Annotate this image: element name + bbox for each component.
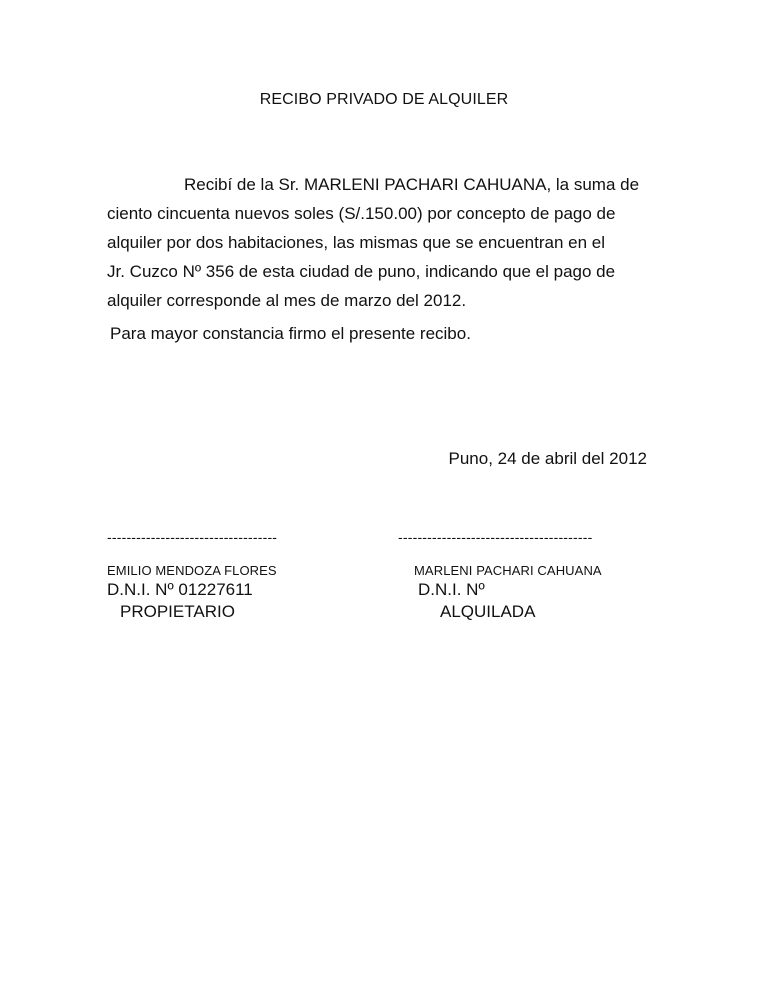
signature-line: -----------------------------------: [107, 529, 278, 545]
paragraph-line: alquiler por dos habitaciones, las mismas que se encuentran en el: [107, 233, 606, 252]
paragraph-line: ciento cincuenta nuevos soles (S/.150.00) por concepto de pago de: [107, 204, 616, 223]
signer-dni: D.N.I. Nº: [418, 580, 485, 599]
paragraph-line: Recibí de la Sr. MARLENI PACHARI CAHUANA, la suma de: [184, 175, 640, 194]
receipt-paragraph: [107, 170, 667, 315]
closing-statement: Para mayor constancia firmo el presente recibo.: [110, 324, 471, 343]
signer-role: ALQUILADA: [440, 602, 536, 621]
place-and-date: Puno, 24 de abril del 2012: [448, 449, 647, 468]
signer-dni: D.N.I. Nº 01227611: [107, 580, 253, 599]
signer-name: EMILIO MENDOZA FLORES: [107, 563, 277, 578]
signature-line: ----------------------------------------: [398, 529, 593, 545]
paragraph-line: Jr. Cuzco Nº 356 de esta ciudad de puno, indicando que el pago de: [107, 262, 616, 281]
signer-name: MARLENI PACHARI CAHUANA: [414, 563, 602, 578]
paragraph-line: alquiler corresponde al mes de marzo del 2012.: [107, 291, 467, 310]
signer-role: PROPIETARIO: [120, 602, 235, 621]
document-title: RECIBO PRIVADO DE ALQUILER: [259, 91, 509, 108]
signature-block-tenant: [398, 529, 602, 622]
signature-block-owner: [107, 529, 277, 622]
